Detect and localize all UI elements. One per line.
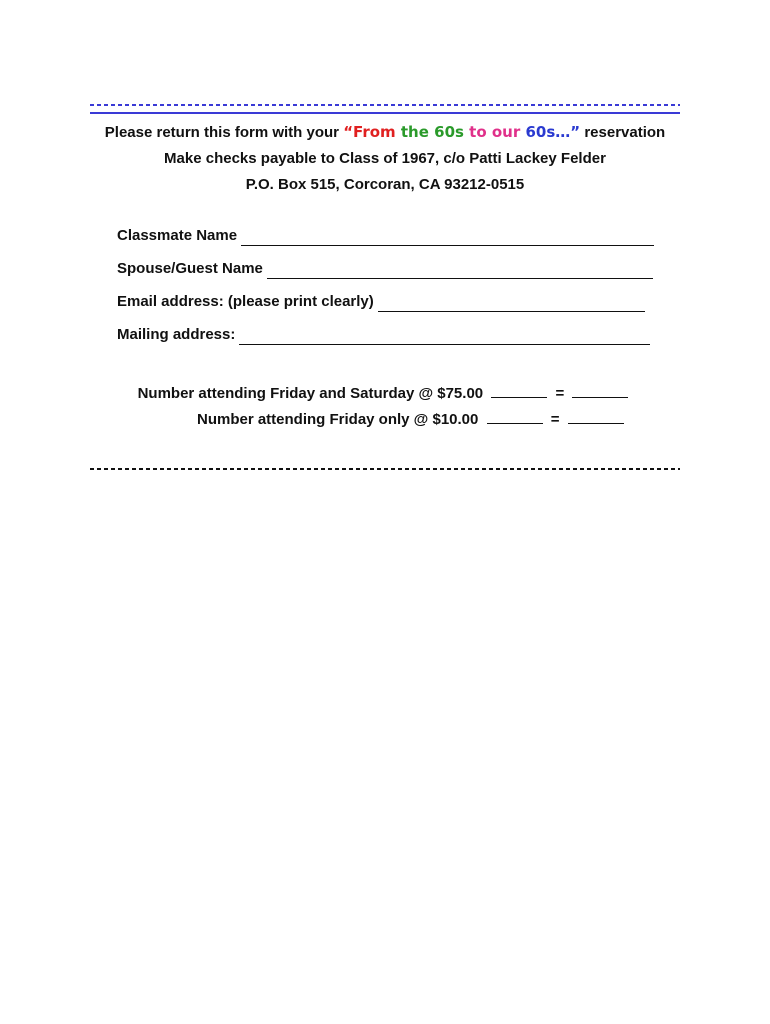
return-prefix: Please return this form with your — [104, 124, 340, 141]
checks-payable-line: Make checks payable to Class of 1967, c/o Patti Lackey Felder — [164, 150, 606, 167]
friday-saturday-total-blank[interactable] — [572, 383, 628, 398]
classmate-name-field[interactable] — [117, 226, 654, 246]
spouse-guest-name-label: Spouse/Guest Name — [117, 260, 263, 277]
return-instructions — [0, 122, 770, 143]
friday-saturday-label: Number attending Friday and Saturday @ $75.00 — [137, 385, 484, 402]
top-dashed-separator — [90, 104, 680, 106]
email-address-blank[interactable] — [378, 297, 645, 312]
return-suffix: reservation — [584, 124, 666, 141]
classmate-name-blank[interactable] — [241, 231, 654, 246]
email-address-label: Email address: (please print clearly) — [117, 293, 374, 310]
event-title-part-1: “From — [343, 123, 401, 141]
spouse-guest-name-blank[interactable] — [267, 264, 653, 279]
bottom-dashed-separator — [90, 468, 680, 470]
friday-saturday-row — [0, 383, 770, 404]
mailing-address-field[interactable] — [117, 325, 650, 345]
classmate-name-label: Classmate Name — [117, 227, 238, 244]
event-title-part-3: 60s — [434, 123, 470, 141]
event-title-part-4: to — [469, 123, 492, 141]
event-title-part-6: 60s…” — [525, 123, 581, 141]
mailing-address-blank[interactable] — [239, 330, 650, 345]
spouse-guest-name-field[interactable] — [117, 259, 653, 279]
friday-saturday-count-blank[interactable] — [491, 383, 547, 398]
friday-only-row — [197, 409, 628, 430]
friday-saturday-equals: = — [555, 385, 565, 402]
event-title — [343, 123, 580, 141]
friday-only-count-blank[interactable] — [487, 409, 543, 424]
friday-only-total-blank[interactable] — [568, 409, 624, 424]
friday-only-label: Number attending Friday only @ $10.00 — [197, 411, 479, 428]
event-title-part-2: the — [400, 123, 435, 141]
friday-only-equals: = — [550, 411, 560, 428]
event-title-part-5: our — [491, 123, 526, 141]
mailing-address-line: P.O. Box 515, Corcoran, CA 93212-0515 — [245, 176, 525, 193]
mailing-address-label: Mailing address: — [117, 326, 236, 343]
top-rule — [90, 112, 680, 114]
email-address-field[interactable] — [117, 292, 645, 312]
